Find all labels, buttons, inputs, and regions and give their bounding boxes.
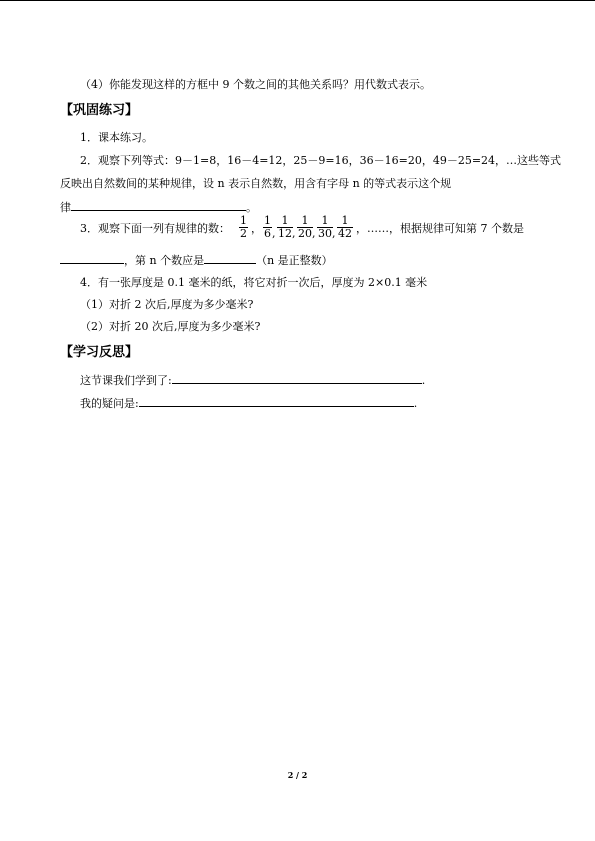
fraction-6	[337, 215, 353, 240]
reflection-label-questions: 我的疑问是:	[80, 397, 139, 410]
fraction-5-numerator: 1	[317, 215, 333, 228]
fraction-1-numerator: 1	[240, 214, 247, 227]
reflection-line-1	[80, 373, 425, 388]
fraction-separator: ,	[292, 227, 296, 240]
fraction-4	[297, 215, 313, 240]
practice-item-2-prefix: 律	[60, 201, 71, 214]
fraction-1-denominator: 2	[240, 227, 247, 240]
practice-item-2-line-1: 2．观察下列等式：9－1=8，16－4=12，25－9=16，36－16=20，49－25=24，…这些等式	[80, 154, 562, 167]
reflection-blank-learned[interactable]	[172, 373, 422, 384]
reflection-label-learned: 这节课我们学到了:	[80, 374, 172, 387]
reflection-period: .	[421, 374, 426, 387]
fraction-separator: ，	[251, 222, 262, 235]
page-number: 2 / 2	[287, 770, 308, 780]
practice-item-2-line-3	[60, 200, 257, 215]
fraction-separator: ,	[312, 227, 316, 240]
practice-item-1: 1．课本练习。	[80, 131, 153, 144]
fraction-4-denominator: 20	[298, 227, 312, 240]
practice-item-3-line-2	[60, 253, 333, 268]
header-rule	[0, 0, 595, 1]
section-heading-practice: 【巩固练习】	[60, 103, 139, 118]
practice-item-2-suffix: 。	[246, 201, 257, 214]
answer-blank-rule[interactable]	[71, 200, 246, 211]
reflection-period: .	[413, 397, 418, 410]
fraction-6-numerator: 1	[337, 215, 353, 228]
fraction-4-numerator: 1	[297, 215, 313, 228]
fraction-2-numerator: 1	[264, 214, 271, 227]
section-heading-reflection: 【学习反思】	[60, 345, 139, 360]
question-4-note: （4）你能发现这样的方框中 9 个数之间的其他关系吗？用代数式表示。	[80, 78, 431, 91]
practice-item-4-a: （1）对折 2 次后,厚度为多少毫米?	[80, 298, 254, 311]
practice-item-3-intro: 3．观察下面一列有规律的数：	[80, 222, 230, 235]
practice-item-3-tail: ，……，根据规律可知第 7 个数是	[356, 222, 524, 235]
fraction-3	[277, 215, 293, 240]
answer-blank-seventh[interactable]	[60, 253, 124, 264]
reflection-line-2	[80, 396, 417, 411]
fraction-3-numerator: 1	[277, 215, 293, 228]
fraction-5-denominator: 30	[318, 227, 332, 240]
fraction-2-denominator: 6	[264, 227, 271, 240]
fraction-2	[263, 215, 272, 240]
practice-item-3-end: （n 是正整数）	[256, 254, 333, 267]
practice-item-2-line-2: 反映出自然数间的某种规律，设 n 表示自然数，用含有字母 n 的等式表示这个规	[60, 177, 452, 190]
practice-item-4: 4．有一张厚度是 0.1 毫米的纸，将它对折一次后，厚度为 2×0.1 毫米	[80, 276, 428, 289]
fraction-1	[239, 215, 248, 240]
answer-blank-nth[interactable]	[204, 253, 256, 264]
fraction-separator: ,	[332, 227, 336, 240]
fraction-5	[317, 215, 333, 240]
fraction-6-denominator: 42	[338, 227, 352, 240]
practice-item-4-b: （2）对折 20 次后,厚度为多少毫米?	[80, 320, 261, 333]
fraction-3-denominator: 12	[278, 227, 292, 240]
practice-item-3-mid: ，第 n 个数应是	[124, 254, 205, 267]
reflection-blank-questions[interactable]	[139, 396, 414, 407]
fraction-separator: ,	[272, 227, 276, 240]
